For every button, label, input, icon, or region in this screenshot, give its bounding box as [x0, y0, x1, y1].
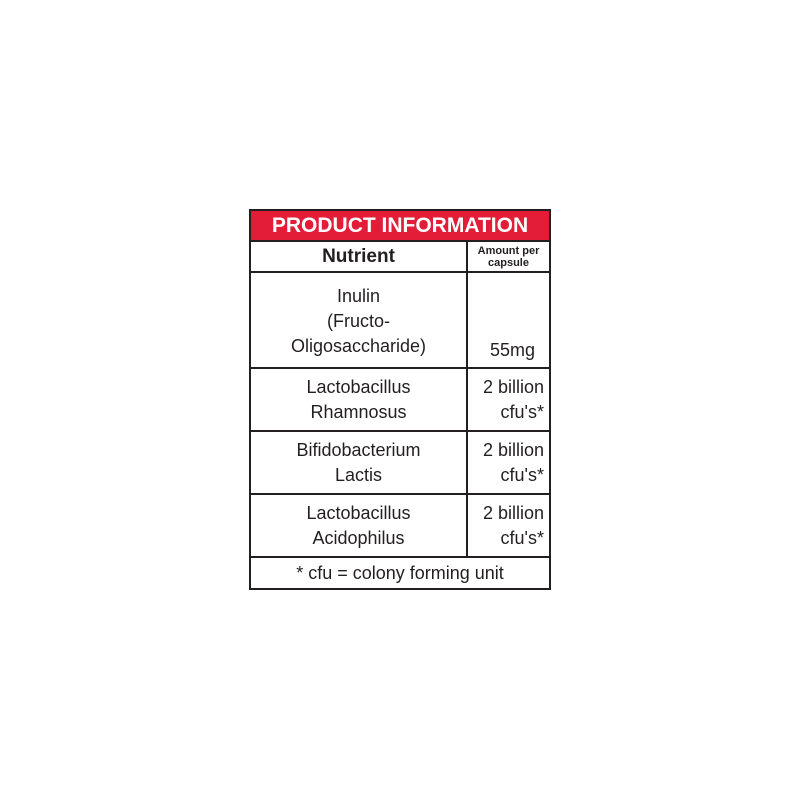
product-information-panel — [249, 209, 551, 590]
table-row — [251, 273, 549, 369]
nutrient-column-header: Nutrient — [251, 242, 468, 271]
nutrient-amount-line: 2 billion — [482, 376, 544, 397]
amount-header-line: capsule — [488, 256, 529, 269]
nutrient-name-line: Bifidobacterium — [296, 439, 421, 460]
table-row — [251, 369, 549, 432]
nutrient-amount-line: 55mg — [489, 340, 535, 360]
nutrient-name — [251, 369, 468, 430]
nutrient-name-line: (Fructo- — [327, 310, 390, 331]
nutrient-amount-line: cfu's* — [500, 527, 544, 548]
nutrient-name — [251, 495, 468, 556]
nutrient-amount — [468, 369, 549, 430]
table-row — [251, 495, 549, 558]
footnote: * cfu = colony forming unit — [296, 562, 504, 583]
nutrient-name — [251, 432, 468, 493]
panel-title: PRODUCT INFORMATION — [251, 211, 549, 242]
nutrient-amount-line: cfu's* — [500, 401, 544, 422]
nutrient-amount-line: cfu's* — [500, 464, 544, 485]
nutrient-name-line: Lactobacillus — [306, 502, 411, 523]
nutrient-name-line: Inulin — [336, 285, 381, 306]
table-header-row — [251, 242, 549, 273]
nutrient-amount — [468, 495, 549, 556]
nutrient-name-line: Lactobacillus — [306, 376, 411, 397]
nutrient-amount-line: 2 billion — [482, 502, 544, 523]
nutrient-name-line: Acidophilus — [312, 527, 405, 548]
nutrient-amount-line: 2 billion — [482, 439, 544, 460]
nutrient-name — [251, 273, 468, 367]
amount-header-line: Amount per — [477, 244, 540, 257]
nutrient-name-line: Oligosaccharide) — [290, 335, 427, 356]
nutrient-amount — [468, 273, 549, 367]
table-row — [251, 432, 549, 495]
nutrient-name-line: Lactis — [334, 464, 383, 485]
nutrient-amount — [468, 432, 549, 493]
amount-column-header — [468, 242, 549, 271]
nutrient-name-line: Rhamnosus — [310, 401, 407, 422]
